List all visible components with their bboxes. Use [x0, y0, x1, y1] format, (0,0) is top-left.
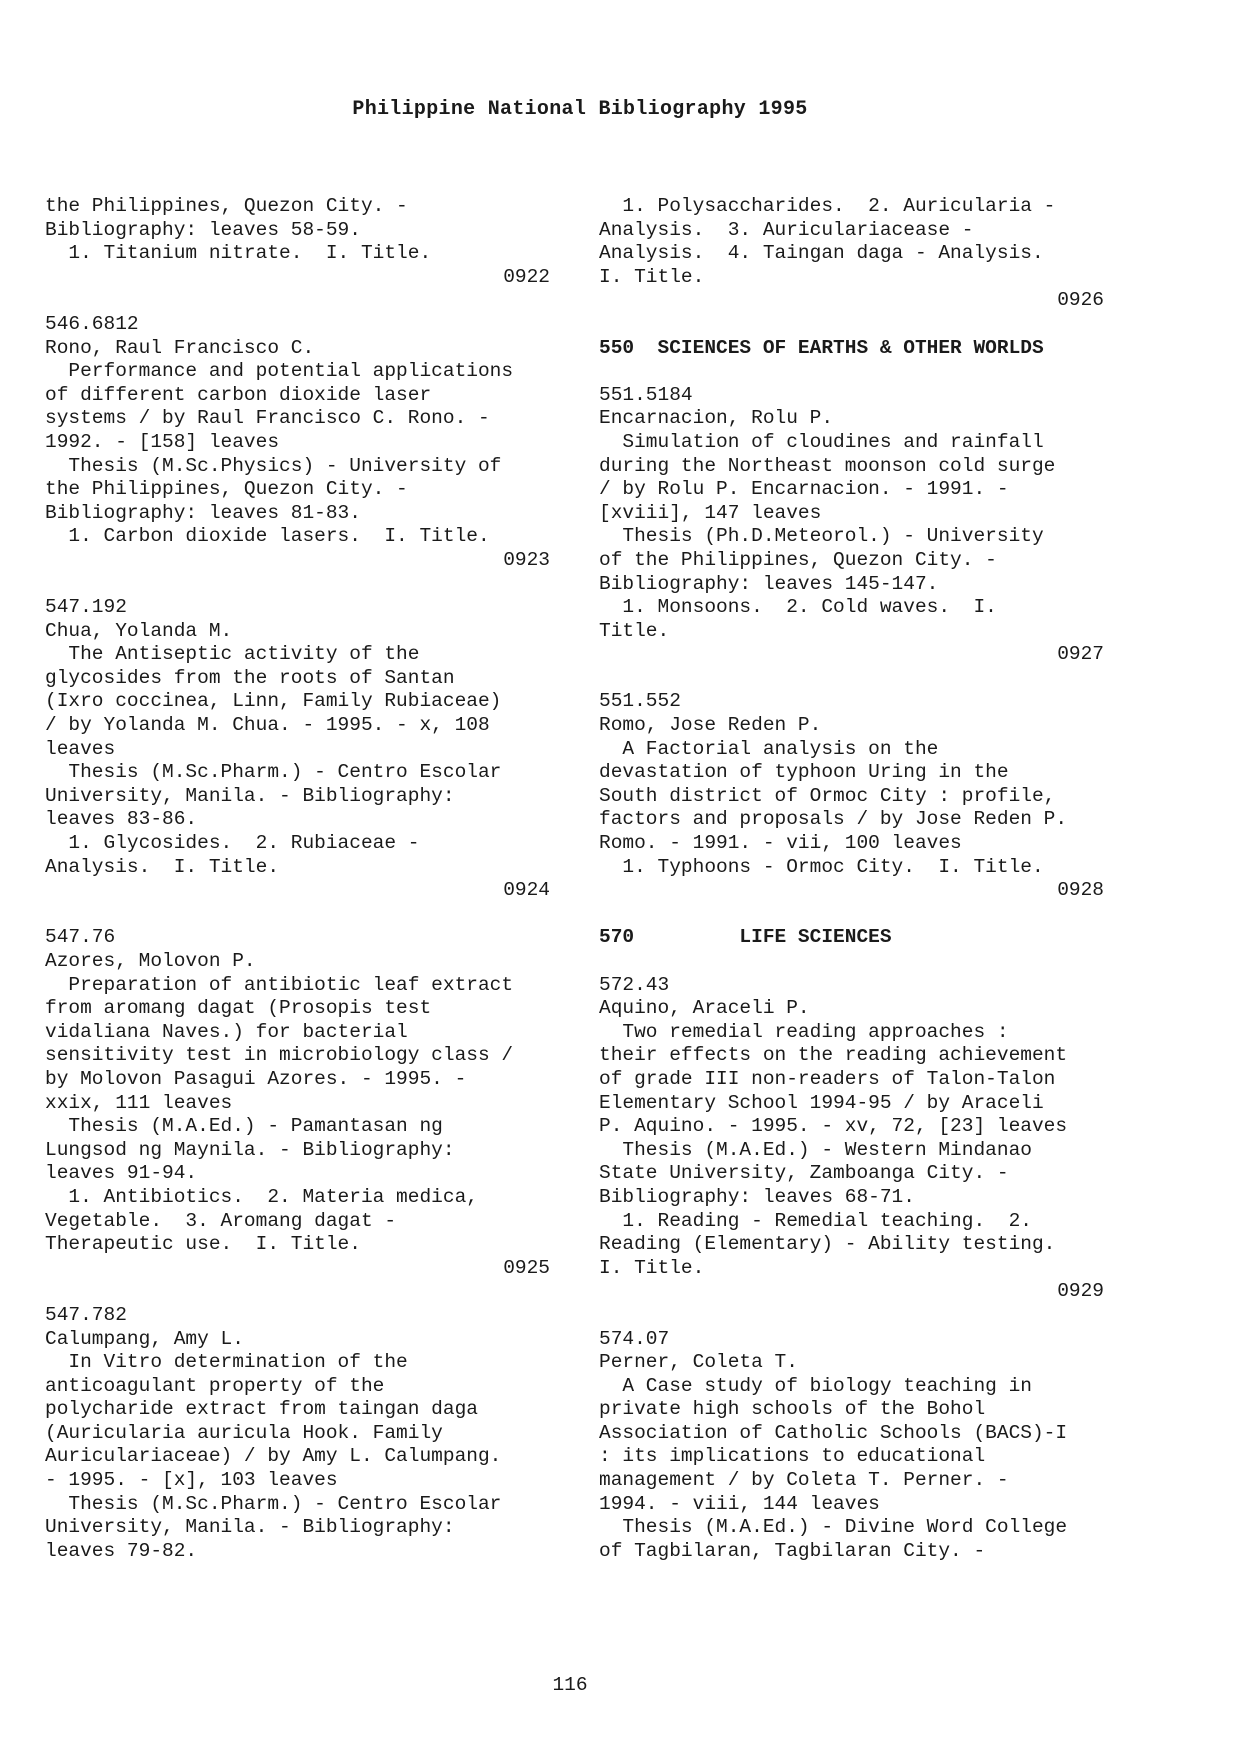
page-title: Philippine National Bibliography 1995	[352, 98, 808, 121]
entry-text: 547.782 Calumpang, Amy L. In Vitro determination of the anticoagulant property of the polycharide extract from taingan daga (Auricularia auricula Hook. Family Auriculariaceae) / by Amy L. Calumpang. - 1995. - [x], 103 leaves Thesis (M.Sc.Pharm.) - Centro Escolar University, Manila. - Bibliography: leaves 79-82.	[45, 1303, 502, 1562]
entry-number: 0927	[1057, 643, 1104, 666]
entry-text: 1. Polysaccharides. 2. Auricularia - Analysis. 3. Auriculariacease - Analysis. 4. Taingan daga - Analysis. I. Title.	[599, 195, 1056, 288]
bibliography-entry-0926	[45, 1304, 550, 1564]
entry-text: 551.5184 Encarnacion, Rolu P. Simulation of cloudines and rainfall during the Northeast moonson cold surge / by Rolu P. Encarnacion. - 1991. - [xviii], 147 leaves Thesis (Ph.D.Meteorol.) - University of the Philippines, Quezon City. - Bibliography: leaves 145-147. 1. Monsoons. 2. Cold waves. I. Title.	[599, 383, 1056, 642]
entry-number: 0922	[503, 265, 550, 288]
entry-number: 0923	[503, 548, 550, 571]
entry-text: 551.552 Romo, Jose Reden P. A Factorial analysis on the devastation of typhoon Uring in the South district of Ormoc City : profile, factors and proposals / by Jose Reden P. Romo. - 1991. - vii, 100 leaves 1. Typhoons - Ormoc City. I. Title.	[599, 690, 1068, 878]
bibliography-entry-0923	[45, 313, 550, 573]
bibliography-entry-0927	[599, 384, 1104, 667]
bibliography-entry-0928	[599, 690, 1104, 902]
bibliography-entry-0925	[45, 926, 550, 1280]
entry-number: 0928	[1057, 879, 1104, 902]
entry-text: the Philippines, Quezon City. - Bibliography: leaves 58-59. 1. Titanium nitrate. I. Title.	[45, 195, 432, 265]
entry-text: 572.43 Aquino, Araceli P. Two remedial reading approaches : their effects on the reading achievement of grade III non-readers of Talon-Talon Elementary School 1994-95 / by Araceli P. Aquino. - 1995. - xv, 72, [23] leaves Thesis (M.A.Ed.) - Western Mindanao State University, Zamboanga City. - Bibliography: leaves 68-71. 1. Reading - Remedial teaching. 2. Reading (Elementary) - Ability testing. I. Title.	[599, 973, 1068, 1279]
left-column	[45, 195, 550, 1563]
entry-text: 574.07 Perner, Coleta T. A Case study of biology teaching in private high schools of the Bohol Association of Catholic Schools (BACS)-I : its implications to educational management / by Coleta T. Perner. - 1994. - viii, 144 leaves Thesis (M.A.Ed.) - Divine Word College of Tagbilaran, Tagbilaran City. -	[599, 1327, 1068, 1562]
entry-number: 0924	[503, 879, 550, 902]
bibliography-entry-0924	[45, 596, 550, 903]
section-heading-550: 550 SCIENCES OF EARTHS & OTHER WORLDS	[599, 336, 1044, 359]
page-number: 116	[552, 1674, 588, 1696]
entry-number: 0929	[1057, 1280, 1104, 1303]
bibliography-entry-0926-continued	[599, 195, 1104, 313]
entry-text: 546.6812 Rono, Raul Francisco C. Performance and potential applications of different carbon dioxide laser systems / by Raul Francisco C. Rono. - 1992. - [158] leaves Thesis (M.Sc.Physics) - University of the Philippines, Quezon City. - Bibliography: leaves 81-83. 1. Carbon dioxide lasers. I. Title.	[45, 312, 514, 548]
entry-text: 547.76 Azores, Molovon P. Preparation of antibiotic leaf extract from aromang dagat (Prosopis test vidaliana Naves.) for bacterial sensitivity test in microbiology class / by Molovon Pasagui Azores. - 1995. - xxix, 111 leaves Thesis (M.A.Ed.) - Pamantasan ng Lungsod ng Maynila. - Bibliography: leaves 91-94. 1. Antibiotics. 2. Materia medica, Vegetable. 3. Aromang dagat - Therapeutic use. I. Title.	[45, 926, 514, 1256]
entry-number: 0926	[1057, 289, 1104, 312]
bibliography-entry-0930	[599, 1328, 1104, 1564]
bibliography-entry-0922	[45, 195, 550, 289]
bibliography-entry-0929	[599, 974, 1104, 1304]
right-column	[599, 195, 1104, 1563]
entry-text: 547.192 Chua, Yolanda M. The Antiseptic activity of the glycosides from the roots of Santan (Ixro coccinea, Linn, Family Rubiaceae) / by Yolanda M. Chua. - 1995. - x, 108 leaves Thesis (M.Sc.Pharm.) - Centro Escolar University, Manila. - Bibliography: leaves 83-86. 1. Glycosides. 2. Rubiaceae - Analysis. I. Title.	[45, 596, 502, 878]
section-heading-570: 570 LIFE SCIENCES	[599, 926, 892, 949]
entry-number: 0925	[503, 1256, 550, 1279]
